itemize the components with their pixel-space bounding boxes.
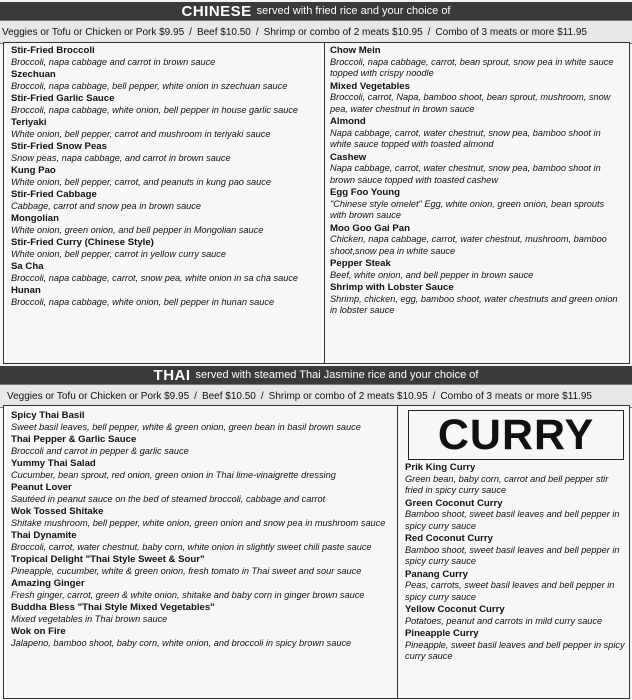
- menu-item-description: Cabbage, carrot and snow pea in brown sauce: [11, 200, 201, 211]
- menu-item-description: White onion, bell pepper, carrot, and peanuts in kung pao sauce: [11, 176, 271, 187]
- menu-item: [11, 141, 321, 164]
- menu-item: [330, 187, 622, 222]
- menu-item-description: Broccoli, napa cabbage, white onion, bell pepper in house garlic sauce: [11, 104, 299, 115]
- menu-item-description: Green bean, baby corn, carrot and bell pepper stir fried in spicy curry sauce: [405, 473, 609, 495]
- menu-item-description: Snow peas, napa cabbage, and carrot in brown sauce: [11, 152, 231, 163]
- menu-item: [330, 282, 622, 317]
- thai-price-beef: Beef $10.50: [201, 390, 256, 402]
- chinese-banner: [0, 2, 632, 20]
- chinese-price-bar: Veggies or Tofu or Chicken or Pork $9.95 / Beef $10.50 / Shrimp or combo of 2 meats $10.95 / Combo of 3 meats or more $11.95: [0, 20, 632, 44]
- menu-item-name: Buddha Bless "Thai Style Mixed Vegetables": [11, 602, 215, 613]
- menu-item-description: Jalapeno, bamboo shoot, baby corn, white onion, and broccoli in spicy brown sauce: [11, 637, 352, 648]
- menu-item-name: Mixed Vegetables: [330, 80, 410, 92]
- menu-item: [405, 498, 625, 533]
- menu-item-name: Peanut Lover: [11, 482, 72, 493]
- menu-item-description: "Chinese style omelet" Egg, white onion, green onion, bean sprouts with brown sauce: [330, 198, 605, 220]
- menu-item-name: Hunan: [11, 285, 41, 296]
- menu-item: [11, 45, 321, 68]
- menu-item-name: Almond: [330, 116, 366, 127]
- menu-item: [330, 45, 622, 80]
- curry-column: [405, 462, 625, 664]
- menu-item: [11, 237, 321, 260]
- menu-item-name: Stir-Fried Snow Peas: [11, 141, 107, 152]
- menu-item-description: Broccoli, napa cabbage, carrot, bean sprout, snow pea in white sauce topped with crispy noodle: [330, 56, 614, 78]
- thai-price-combo: Combo of 3 meats or more $11.95: [440, 390, 592, 402]
- price-veggie: Veggies or Tofu or Chicken or Pork $9.95: [2, 26, 185, 38]
- menu-item-description: Beef, white onion, and bell pepper in brown sauce: [330, 269, 534, 280]
- menu-item: [11, 189, 321, 212]
- menu-item-description: Bamboo shoot, sweet basil leaves and bell pepper in spicy curry sauce: [405, 509, 620, 531]
- menu-item: [330, 223, 622, 258]
- menu-item-description: White onion, bell pepper, carrot in yellow curry sauce: [11, 248, 226, 259]
- menu-item-name: Stir-Fried Cabbage: [11, 189, 97, 200]
- menu-item: [405, 533, 625, 568]
- menu-item: [11, 482, 395, 505]
- menu-item-description: Broccoli, carrot, Napa, bamboo shoot, bean sprout, mushroom, snow pea, water chestnut in brown sauce: [330, 92, 611, 114]
- thai-price-bar: Veggies or Tofu or Chicken or Pork $9.95 / Beef $10.50 / Shrimp or combo of 2 meats $10.95 / Combo of 3 meats or more $11.95: [0, 384, 632, 408]
- menu-item-description: Sautéed in peanut sauce on the bed of steamed broccoli, cabbage and carrot: [11, 493, 326, 504]
- price-shrimp: Shrimp or combo of 2 meats $10.95: [263, 26, 423, 38]
- chinese-subtitle: served with fried rice and your choice of: [256, 5, 451, 17]
- menu-item-name: Cashew: [330, 151, 367, 163]
- menu-item-description: Chicken, napa cabbage, carrot, water chestnut, mushroom, bamboo shoot,snow pea in white sauce: [330, 234, 607, 256]
- menu-item-description: Napa cabbage, carrot, water chestnut, snow pea, bamboo shoot in white sauce topped with toasted almond: [330, 127, 601, 149]
- menu-item: [330, 81, 622, 116]
- menu-item: [405, 604, 625, 627]
- thai-subtitle: served with steamed Thai Jasmine rice and your choice of: [195, 369, 479, 381]
- menu-item-name: Wok on Fire: [11, 626, 66, 637]
- menu-item-name: Red Coconut Curry: [405, 533, 493, 544]
- chinese-divider: [324, 42, 325, 364]
- price-combo: Combo of 3 meats or more $11.95: [435, 26, 587, 38]
- menu-item-name: Stir-Fried Garlic Sauce: [11, 93, 115, 104]
- menu-item-name: Kung Pao: [11, 165, 56, 176]
- menu-item: [330, 258, 622, 281]
- menu-item-description: Broccoli, napa cabbage, carrot, snow pea, white onion in sa cha sauce: [11, 272, 299, 283]
- menu-item-name: Egg Foo Young: [330, 187, 400, 198]
- menu-item-name: Stir-Fried Curry (Chinese Style): [11, 237, 154, 248]
- menu-item-name: Tropical Delight "Thai Style Sweet & Sour": [11, 554, 205, 565]
- menu-item: [330, 116, 622, 151]
- menu-item-name: Spicy Thai Basil: [11, 410, 85, 421]
- menu-item: [11, 458, 395, 481]
- menu-item-name: Thai Dynamite: [11, 530, 77, 541]
- menu-item-name: Shrimp with Lobster Sauce: [330, 282, 454, 293]
- price-beef: Beef $10.50: [196, 26, 251, 38]
- chinese-title: CHINESE: [181, 2, 252, 20]
- curry-title: CURRY: [437, 410, 595, 459]
- menu-item-name: Teriyaki: [11, 117, 47, 128]
- menu-item: [11, 165, 321, 188]
- menu-item: [11, 578, 395, 601]
- menu-item: [11, 261, 321, 284]
- menu-item: [11, 506, 395, 529]
- menu-item-name: Chow Mein: [330, 45, 381, 56]
- thai-banner: [0, 366, 632, 384]
- menu-item: [11, 410, 395, 433]
- thai-price-shrimp: Shrimp or combo of 2 meats $10.95: [268, 390, 428, 402]
- menu-item-description: Pineapple, sweet basil leaves and bell pepper in spicy curry sauce: [405, 639, 625, 661]
- menu-item: [11, 554, 395, 577]
- menu-item-name: Panang Curry: [405, 568, 468, 580]
- menu-item: [11, 69, 321, 92]
- menu-item-description: Broccoli, napa cabbage and carrot in brown sauce: [11, 56, 216, 67]
- menu-item-name: Pepper Steak: [330, 258, 391, 269]
- menu-item-name: Amazing Ginger: [11, 578, 85, 589]
- menu-item-description: Broccoli, napa cabbage, white onion, bell pepper in hunan sauce: [11, 296, 275, 307]
- menu-item-description: Broccoli, napa cabbage, bell pepper, white onion in szechuan sauce: [11, 80, 288, 91]
- thai-divider: [397, 405, 398, 699]
- thai-price-veggie: Veggies or Tofu or Chicken or Pork $9.95: [7, 390, 190, 402]
- menu-item-description: White onion, bell pepper, carrot and mushroom in teriyaki sauce: [11, 128, 271, 139]
- menu-item-description: Shrimp, chicken, egg, bamboo shoot, water chestnuts and green onion in lobster sauce: [330, 293, 618, 315]
- menu-item-name: Stir-Fried Broccoli: [11, 45, 95, 56]
- menu-item: [11, 117, 321, 140]
- menu-item-name: Yummy Thai Salad: [11, 458, 96, 469]
- menu-item-description: Shitake mushroom, bell pepper, white onion, green onion and snow pea in mushroom sauce: [11, 517, 386, 528]
- menu-item-description: Mixed vegetables in Thai brown sauce: [11, 613, 168, 624]
- menu-item: [330, 152, 622, 187]
- menu-item: [11, 213, 321, 236]
- menu-item: [405, 462, 625, 497]
- menu-item-name: Thai Pepper & Garlic Sauce: [11, 434, 137, 445]
- menu-item-name: Wok Tossed Shitake: [11, 506, 104, 517]
- menu-item-description: Cucumber, bean sprout, red onion, green onion in Thai lime-vinaigrette dressing: [11, 469, 336, 480]
- chinese-left-column: [11, 45, 321, 309]
- menu-item-name: Green Coconut Curry: [405, 497, 503, 509]
- curry-title-box: [408, 410, 624, 460]
- thai-column: [11, 410, 395, 650]
- menu-item: [11, 602, 395, 625]
- menu-item-description: Sweet basil leaves, bell pepper, white & green onion, green bean in basil brown sauce: [11, 421, 361, 432]
- menu-item-name: Szechuan: [11, 69, 56, 80]
- chinese-right-column: [330, 45, 622, 318]
- menu-item-description: Fresh ginger, carrot, green & white onion, shitake and baby corn in ginger brown sauce: [11, 589, 365, 600]
- menu-item: [11, 434, 395, 457]
- menu-item: [405, 569, 625, 604]
- menu-item-description: Napa cabbage, carrot, water chestnut, snow pea, bamboo shoot in brown sauce topped with toasted cashew: [330, 163, 601, 185]
- menu-item-name: Moo Goo Gai Pan: [330, 222, 410, 234]
- menu-item: [11, 626, 395, 649]
- menu-item-description: Broccoli and carrot in pepper & garlic sauce: [11, 445, 189, 456]
- menu-item-name: Prik King Curry: [405, 462, 476, 473]
- menu-item-name: Yellow Coconut Curry: [405, 604, 505, 615]
- menu-item-description: Broccoli, carrot, water chestnut, baby corn, white onion in slightly sweet chili paste sauce: [11, 541, 372, 552]
- menu-item-name: Sa Cha: [11, 261, 44, 272]
- menu-item-description: Bamboo shoot, sweet basil leaves and bell pepper in spicy curry sauce: [405, 544, 620, 566]
- menu-item: [405, 628, 625, 663]
- menu-item: [11, 93, 321, 116]
- menu-item-name: Mongolian: [11, 213, 59, 224]
- menu-item-description: Pineapple, cucumber, white & green onion, fresh tomato in Thai sweet and sour sauce: [11, 565, 362, 576]
- menu-item-name: Pineapple Curry: [405, 628, 479, 639]
- menu-item: [11, 285, 321, 308]
- menu-item-description: Peas, carrots, sweet basil leaves and bell pepper in spicy curry sauce: [405, 580, 615, 602]
- menu-item-description: White onion, green onion, and bell pepper in Mongolian sauce: [11, 224, 264, 235]
- thai-title: THAI: [153, 366, 191, 384]
- menu-item-description: Potatoes, peanut and carrots in mild curry sauce: [405, 615, 603, 626]
- menu-item: [11, 530, 395, 553]
